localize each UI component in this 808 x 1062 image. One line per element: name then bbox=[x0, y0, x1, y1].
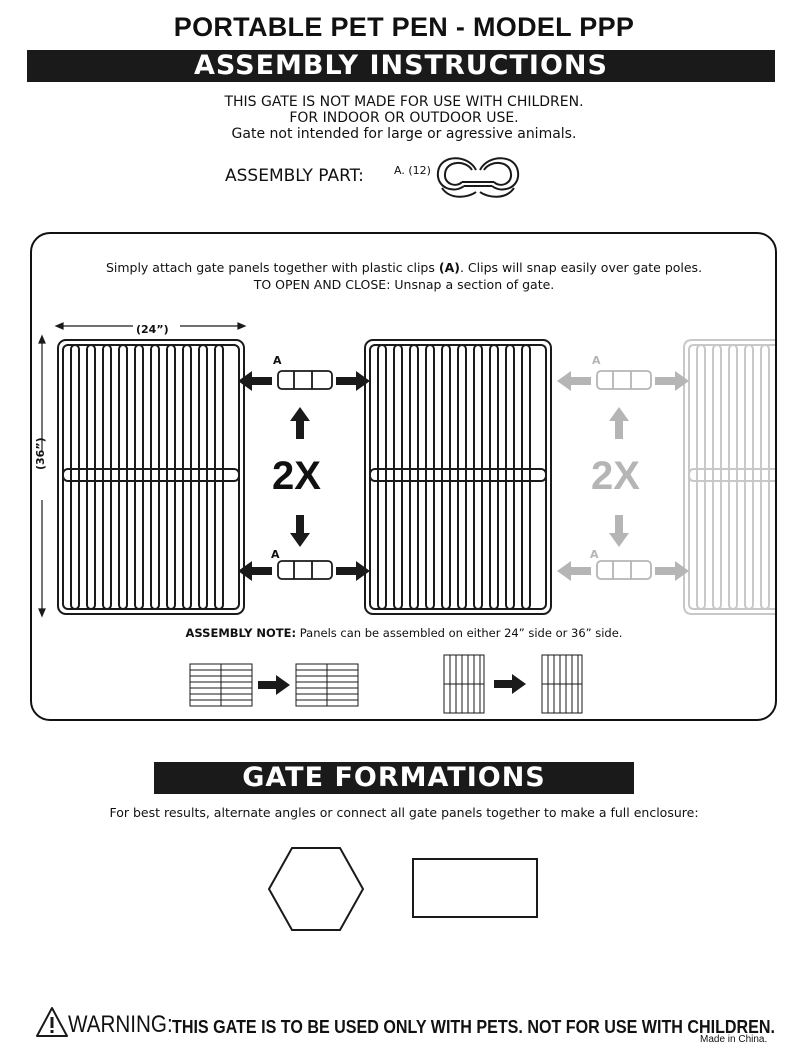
assembly-instructions-banner: ASSEMBLY INSTRUCTIONS bbox=[27, 50, 775, 82]
gate-panel-right-faded bbox=[681, 337, 777, 617]
instructions-line-1: Simply attach gate panels together with plastic clips (A). Clips will snap easily over gate poles. bbox=[105, 260, 703, 275]
height-dimension-label: (36”) bbox=[34, 437, 47, 470]
formations-description: For best results, alternate angles or connect all gate panels together to make a full enclosure: bbox=[109, 805, 699, 820]
multiplier-label-faded: 2X bbox=[591, 454, 640, 498]
hexagon-formation bbox=[266, 846, 366, 932]
notice-children: THIS GATE IS NOT MADE FOR USE WITH CHILDREN. bbox=[224, 94, 584, 110]
assembly-part-label: ASSEMBLY PART: bbox=[225, 166, 364, 186]
clip-label-top: A bbox=[273, 354, 282, 367]
assembly-part-code: A. (12) bbox=[394, 164, 431, 177]
gate-panel-center bbox=[362, 337, 554, 617]
assembly-note: ASSEMBLY NOTE: Panels can be assembled on either 24” side or 36” side. bbox=[185, 626, 623, 640]
clip-label-top-faded: A bbox=[592, 354, 601, 367]
rectangle-formation bbox=[412, 858, 538, 918]
notice-animals: Gate not intended for large or agressive animals. bbox=[231, 126, 577, 142]
multiplier-label: 2X bbox=[272, 454, 321, 498]
instructions-line-2: TO OPEN AND CLOSE: Unsnap a section of gate. bbox=[253, 277, 555, 292]
orientation-24-side bbox=[188, 662, 360, 708]
notice-indoor-outdoor: FOR INDOOR OR OUTDOOR USE. bbox=[289, 110, 519, 126]
made-in-label: Made in China. bbox=[700, 1034, 768, 1045]
page-title: PORTABLE PET PEN - MODEL PPP bbox=[173, 12, 635, 42]
warning-text: THIS GATE IS TO BE USED ONLY WITH PETS. NOT FOR USE WITH CHILDREN. bbox=[172, 1016, 776, 1037]
warning-triangle-icon bbox=[35, 1006, 69, 1038]
clip-label-bottom: A bbox=[271, 548, 280, 561]
clip-label-bottom-faded: A bbox=[590, 548, 599, 561]
gate-panel-left bbox=[55, 337, 247, 617]
width-dimension-label: (24”) bbox=[136, 323, 169, 336]
gate-formations-banner: GATE FORMATIONS bbox=[154, 762, 634, 794]
warning-label: WARNING: bbox=[68, 1011, 173, 1038]
orientation-36-side bbox=[442, 653, 584, 715]
